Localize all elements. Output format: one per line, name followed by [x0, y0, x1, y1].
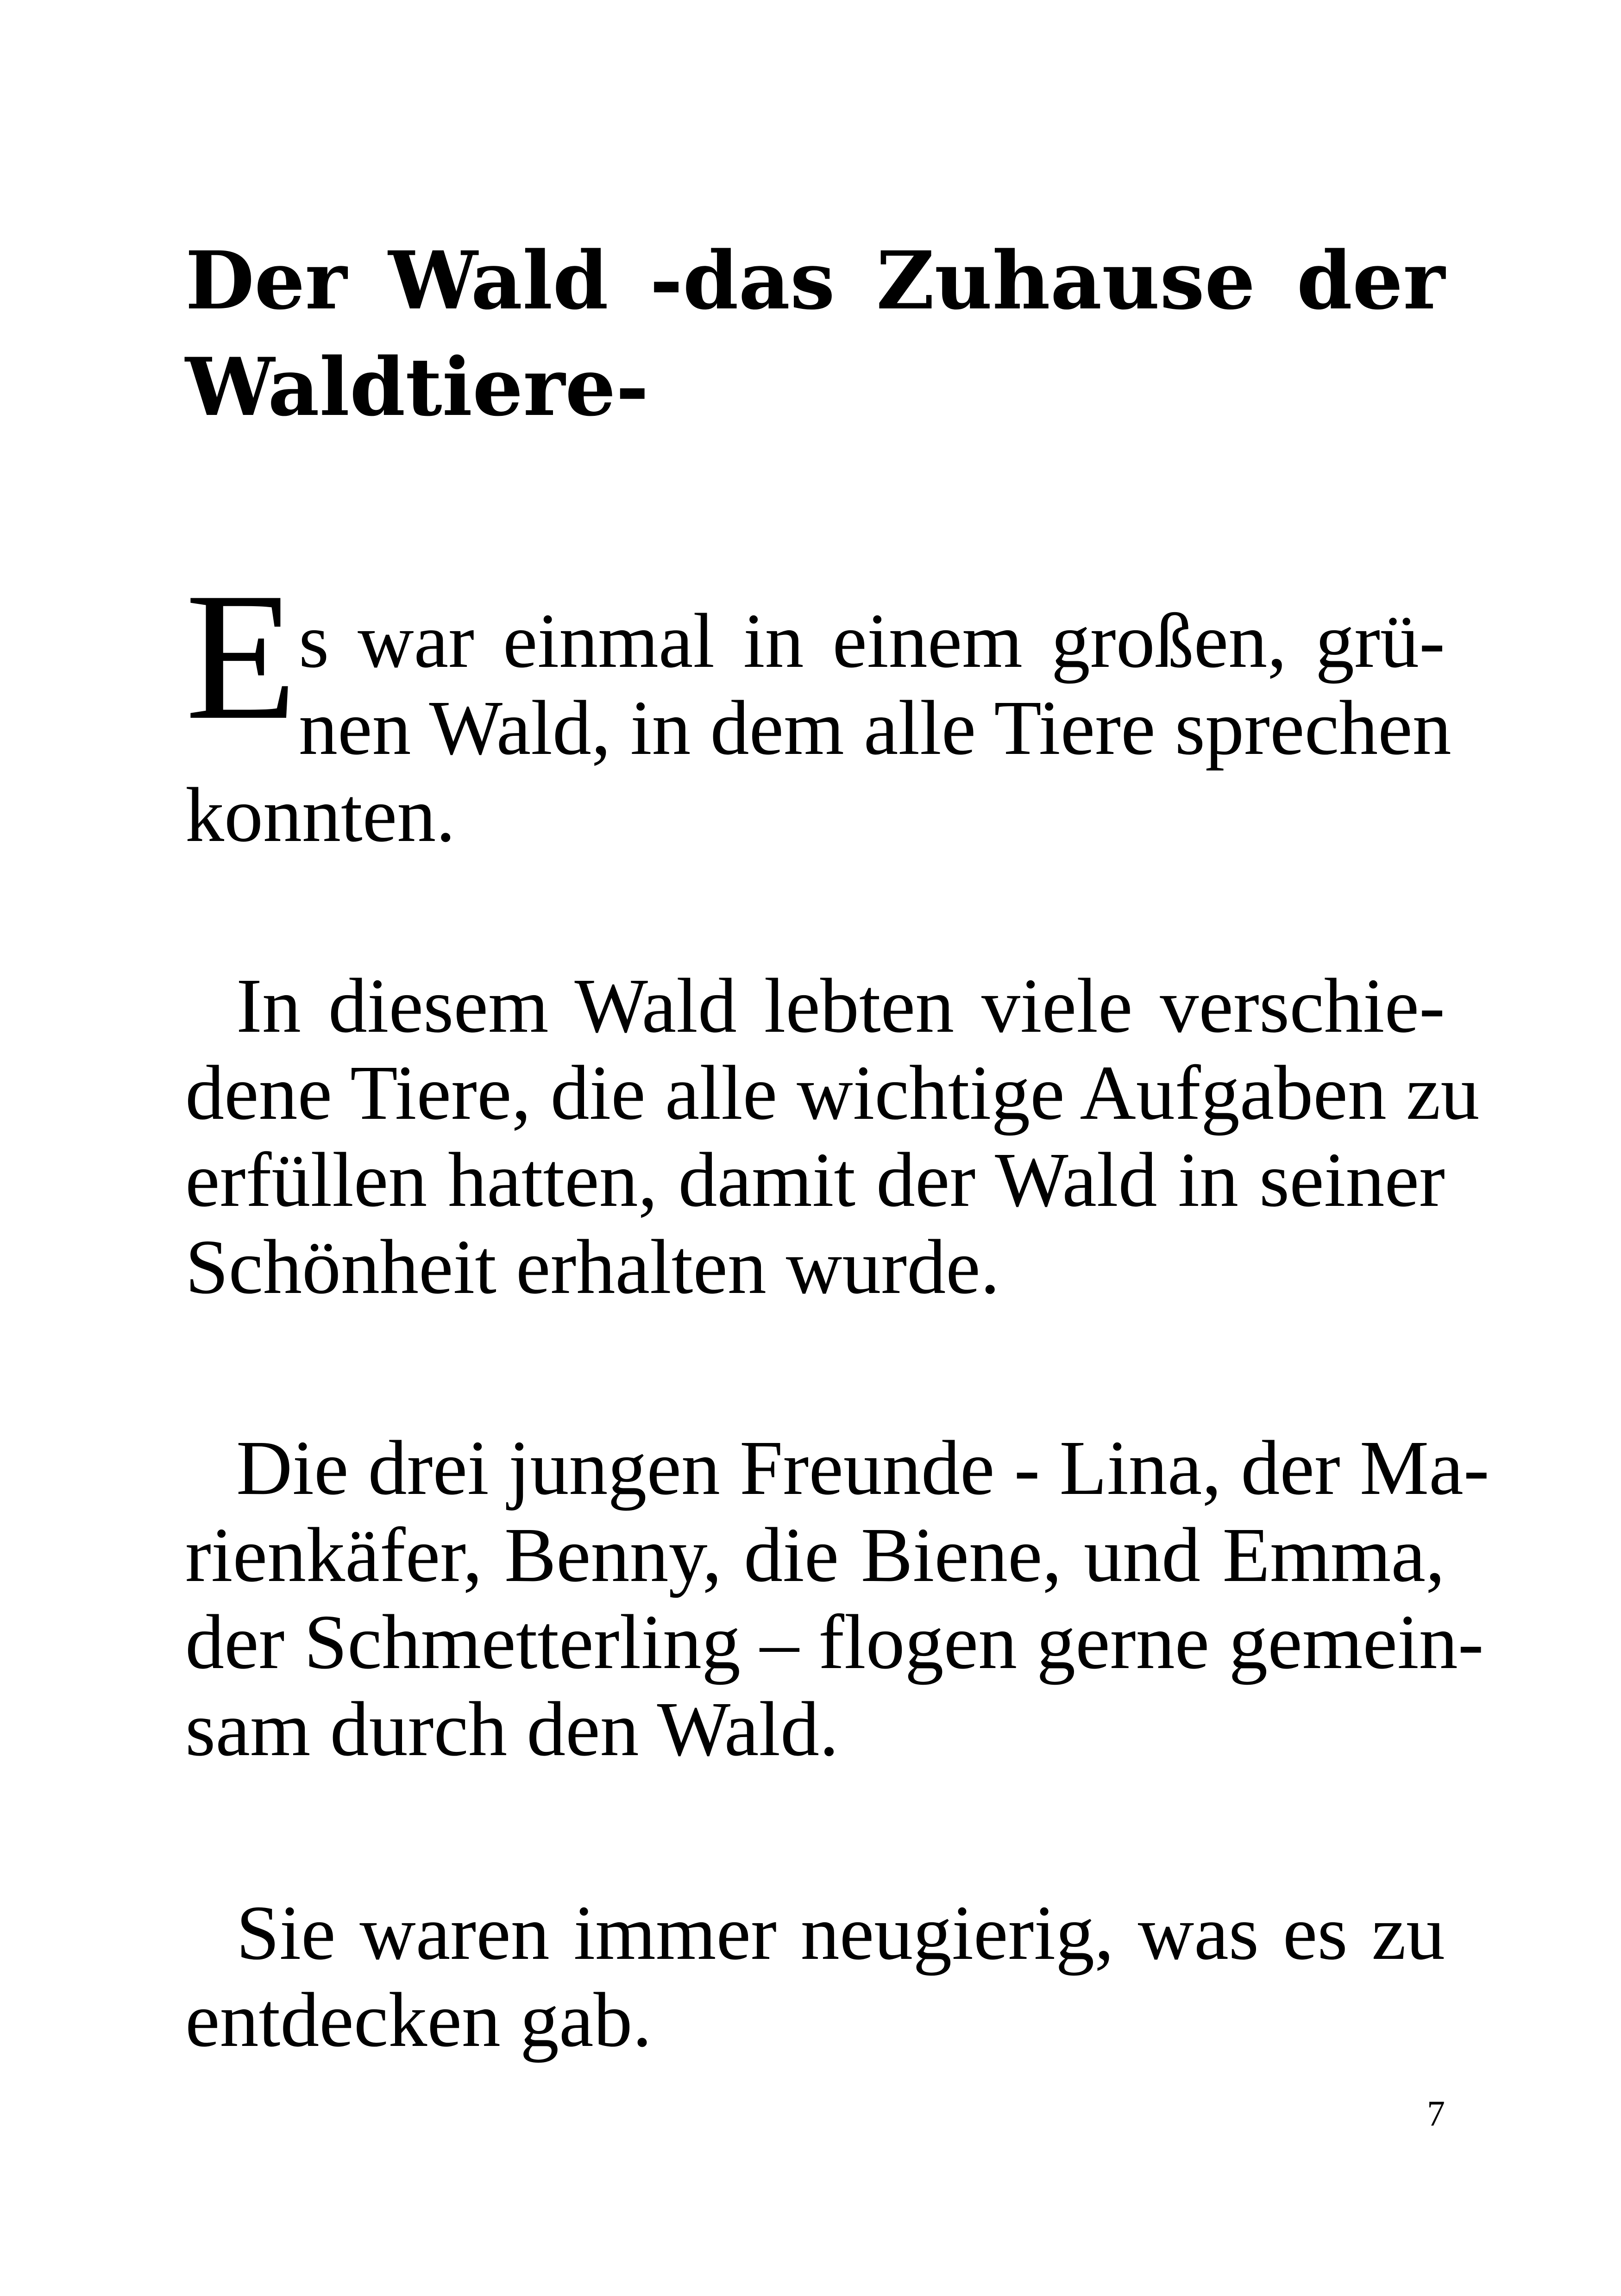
page-number: 7: [1427, 2093, 1445, 2133]
paragraph-line: erfüllen hatten, damit der Wald in seiner: [185, 1137, 1445, 1223]
paragraph-line: s war einmal in einem großen, grü-: [299, 598, 1445, 684]
paragraph-line: dene Tiere, die alle wichtige Aufgaben zu: [185, 1050, 1480, 1136]
title-line-2: Waldtiere-: [185, 340, 649, 434]
title-line-1: Der Wald -das Zuhause der: [185, 233, 1445, 327]
paragraph-line: nen Wald, in dem alle Tiere sprechen: [299, 685, 1451, 771]
paragraph-line: rienkäfer, Benny, die Biene, und Emma,: [185, 1512, 1445, 1598]
chapter-title: [185, 233, 1445, 435]
paragraph-line: der Schmetterling – flogen gerne gemein-: [185, 1599, 1484, 1685]
paragraph-line: Sie waren immer neugierig, was es zu: [236, 1890, 1445, 1976]
paragraph-1: [185, 555, 1451, 858]
paragraph-2: [185, 963, 1480, 1319]
paragraph-line: Schönheit erhalten wurde.: [185, 1224, 1000, 1310]
paragraph-line: konnten.: [185, 772, 456, 858]
paragraph-3: [185, 1425, 1489, 1781]
drop-cap-letter: E: [185, 555, 297, 758]
paragraph-line: entdecken gab.: [185, 1977, 652, 2063]
paragraph-line: In diesem Wald lebten viele verschie-: [236, 963, 1445, 1049]
paragraph-line: Die drei jungen Freunde - Lina, der Ma-: [236, 1425, 1489, 1511]
paragraph-4: [185, 1890, 1445, 2079]
paragraph-line: sam durch den Wald.: [185, 1686, 839, 1772]
